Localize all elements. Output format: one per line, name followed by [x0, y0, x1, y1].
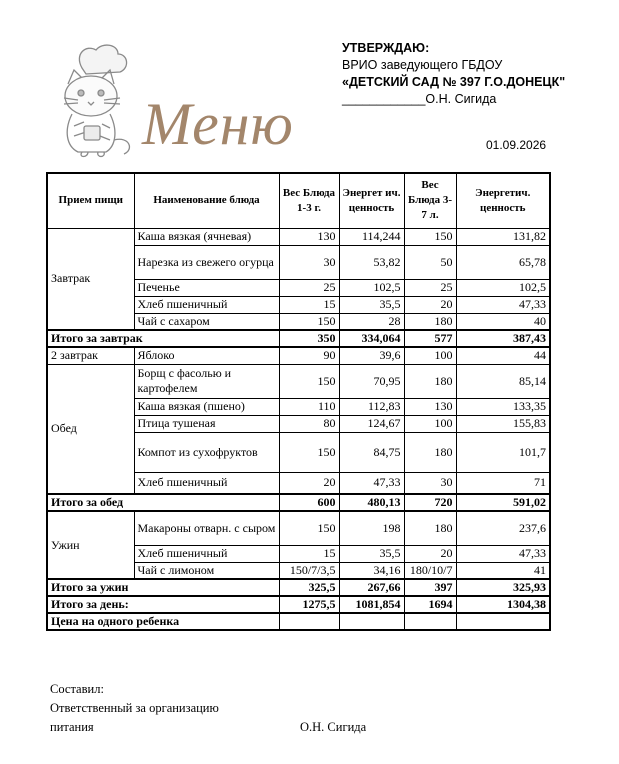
header-energy-small: Энергет ич. ценность [339, 173, 404, 228]
weight-big: 30 [404, 472, 456, 494]
total-row-lunch [47, 494, 550, 511]
dish-name: Хлеб пшеничный [134, 545, 279, 562]
weight-big: 130 [404, 398, 456, 415]
table-row [47, 347, 550, 364]
dish-name: Каша вязкая (ячневая) [134, 228, 279, 245]
weight-big: 180/10/7 [404, 562, 456, 579]
approval-position: ВРИО заведующего ГБДОУ [342, 58, 503, 72]
dish-name: Макароны отварн. с сыром [134, 511, 279, 545]
responsible-name: О.Н. Сигида [300, 720, 367, 734]
total-weight-big: 1694 [404, 596, 456, 613]
total-weight-small: 600 [279, 494, 339, 511]
weight-small: 15 [279, 296, 339, 313]
menu-date: 01.09.2026 [486, 138, 547, 152]
energy-big: 133,35 [456, 398, 550, 415]
weight-small: 90 [279, 347, 339, 364]
weight-small: 25 [279, 279, 339, 296]
total-row-dinner [47, 579, 550, 596]
menu-logo-title: Меню [142, 91, 294, 157]
energy-small: 34,16 [339, 562, 404, 579]
total-energy-big: 387,43 [456, 330, 550, 347]
approval-heading: УТВЕРЖДАЮ: [342, 41, 430, 55]
weight-big: 180 [404, 432, 456, 472]
energy-big: 71 [456, 472, 550, 494]
energy-big: 47,33 [456, 296, 550, 313]
meal-label: Обед [47, 364, 134, 494]
dish-name: Чай с сахаром [134, 313, 279, 330]
energy-small: 124,67 [339, 415, 404, 432]
energy-small: 35,5 [339, 296, 404, 313]
energy-big: 237,6 [456, 511, 550, 545]
energy-big: 155,83 [456, 415, 550, 432]
total-label: Итого за завтрак [47, 330, 279, 347]
compiled-by-label: Составил: [50, 682, 104, 696]
energy-small: 70,95 [339, 364, 404, 398]
total-row-breakfast [47, 330, 550, 347]
table-row [47, 228, 550, 245]
responsible-label-1: Ответственный за организацию [50, 701, 219, 715]
total-energy-big: 1304,38 [456, 596, 550, 613]
weight-big: 50 [404, 245, 456, 279]
weight-small: 20 [279, 472, 339, 494]
table-row [47, 511, 550, 545]
total-weight-small: 350 [279, 330, 339, 347]
total-energy-small: 480,13 [339, 494, 404, 511]
weight-big: 20 [404, 296, 456, 313]
price-row [47, 613, 550, 630]
weight-small: 150 [279, 313, 339, 330]
price-cell [279, 613, 339, 630]
meal-label: Завтрак [47, 228, 134, 330]
header-weight-small: Вес Блюда 1-3 г. [279, 173, 339, 228]
header-energy-big: Энергетич. ценность [456, 173, 550, 228]
energy-big: 85,14 [456, 364, 550, 398]
weight-big: 20 [404, 545, 456, 562]
energy-small: 39,6 [339, 347, 404, 364]
dish-name: Птица тушеная [134, 415, 279, 432]
energy-small: 112,83 [339, 398, 404, 415]
table-row [47, 364, 550, 398]
energy-small: 114,244 [339, 228, 404, 245]
weight-small: 150/7/3,5 [279, 562, 339, 579]
weight-big: 180 [404, 313, 456, 330]
dish-name: Борщ с фасолью и картофелем [134, 364, 279, 398]
energy-small: 47,33 [339, 472, 404, 494]
chef-cat-icon [44, 40, 144, 160]
energy-big: 41 [456, 562, 550, 579]
energy-small: 84,75 [339, 432, 404, 472]
dish-name: Компот из сухофруктов [134, 432, 279, 472]
weight-big: 25 [404, 279, 456, 296]
total-energy-small: 1081,854 [339, 596, 404, 613]
total-label: Итого за день: [47, 596, 279, 613]
footer-signatures [50, 680, 367, 737]
weight-small: 30 [279, 245, 339, 279]
weight-big: 180 [404, 511, 456, 545]
weight-big: 180 [404, 364, 456, 398]
total-weight-small: 325,5 [279, 579, 339, 596]
weight-small: 130 [279, 228, 339, 245]
weight-big: 100 [404, 415, 456, 432]
menu-table [46, 172, 551, 631]
total-weight-small: 1275,5 [279, 596, 339, 613]
total-energy-small: 334,064 [339, 330, 404, 347]
total-row-day [47, 596, 550, 613]
weight-small: 150 [279, 511, 339, 545]
price-cell [456, 613, 550, 630]
energy-small: 198 [339, 511, 404, 545]
energy-big: 40 [456, 313, 550, 330]
weight-small: 150 [279, 432, 339, 472]
header-meal: Прием пищи [47, 173, 134, 228]
header-dish: Наименование блюда [134, 173, 279, 228]
total-weight-big: 577 [404, 330, 456, 347]
dish-name: Хлеб пшеничный [134, 472, 279, 494]
header-weight-big: Вес Блюда 3-7 л. [404, 173, 456, 228]
total-energy-small: 267,66 [339, 579, 404, 596]
weight-small: 110 [279, 398, 339, 415]
dish-name: Хлеб пшеничный [134, 296, 279, 313]
energy-small: 53,82 [339, 245, 404, 279]
weight-big: 150 [404, 228, 456, 245]
total-weight-big: 720 [404, 494, 456, 511]
table-header-row [47, 173, 550, 228]
weight-small: 80 [279, 415, 339, 432]
energy-big: 44 [456, 347, 550, 364]
meal-label: Ужин [47, 511, 134, 579]
price-cell [404, 613, 456, 630]
meal-label: 2 завтрак [47, 347, 134, 364]
energy-small: 35,5 [339, 545, 404, 562]
responsible-label-2: питания [50, 720, 94, 734]
price-cell [339, 613, 404, 630]
weight-small: 150 [279, 364, 339, 398]
energy-big: 47,33 [456, 545, 550, 562]
approval-signature-line: ____________О.Н. Сигида [342, 92, 497, 106]
dish-name: Чай с лимоном [134, 562, 279, 579]
weight-big: 100 [404, 347, 456, 364]
dish-name: Каша вязкая (пшено) [134, 398, 279, 415]
approval-block [342, 40, 565, 108]
energy-small: 28 [339, 313, 404, 330]
price-label: Цена на одного ребенка [47, 613, 279, 630]
total-energy-big: 591,02 [456, 494, 550, 511]
total-label: Итого за обед [47, 494, 279, 511]
energy-big: 102,5 [456, 279, 550, 296]
approval-institution: «ДЕТСКИЙ САД № 397 Г.О.ДОНЕЦК" [342, 75, 566, 89]
total-weight-big: 397 [404, 579, 456, 596]
total-energy-big: 325,93 [456, 579, 550, 596]
energy-big: 131,82 [456, 228, 550, 245]
weight-small: 15 [279, 545, 339, 562]
dish-name: Яблоко [134, 347, 279, 364]
energy-small: 102,5 [339, 279, 404, 296]
energy-big: 65,78 [456, 245, 550, 279]
dish-name: Нарезка из свежего огурца [134, 245, 279, 279]
dish-name: Печенье [134, 279, 279, 296]
total-label: Итого за ужин [47, 579, 279, 596]
energy-big: 101,7 [456, 432, 550, 472]
